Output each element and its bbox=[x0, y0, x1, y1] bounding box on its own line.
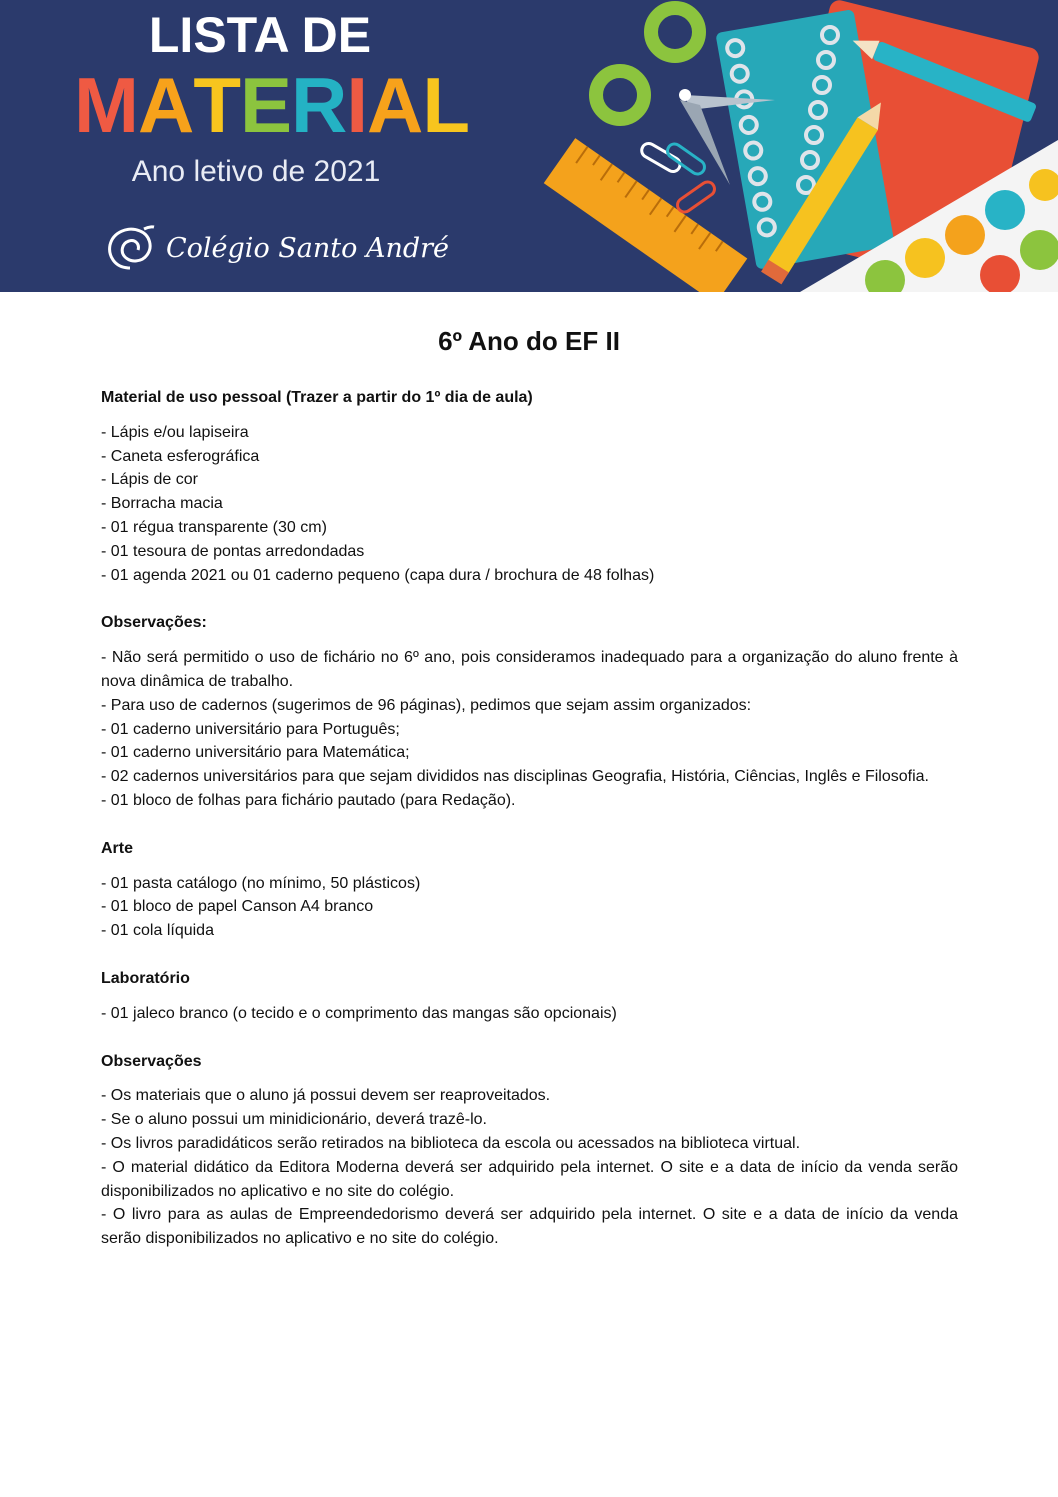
list-item: - 01 régua transparente (30 cm) bbox=[101, 518, 327, 536]
section-heading: Observações bbox=[101, 1052, 202, 1070]
banner-title-line2 bbox=[74, 60, 470, 151]
section-list bbox=[101, 646, 958, 813]
list-item: - Borracha macia bbox=[101, 495, 223, 513]
section-list bbox=[101, 1084, 958, 1251]
document-body bbox=[101, 386, 958, 1275]
list-item: - 01 pasta catálogo (no mínimo, 50 plásticos) bbox=[101, 874, 421, 892]
list-item: - Para uso de cadernos (sugerimos de 96 páginas), pedimos que sejam assim organizados: bbox=[101, 696, 752, 714]
list-item: - 02 cadernos universitários para que sejam divididos nas disciplinas Geografia, História, Ciências, Inglês e Filosofia. bbox=[101, 768, 929, 786]
banner-title-letter: A bbox=[137, 61, 194, 149]
list-item: - 01 bloco de folhas para fichário pautado (para Redação). bbox=[101, 791, 516, 809]
list-item: - 01 tesoura de pontas arredondadas bbox=[101, 542, 365, 560]
list-item: - O livro para as aulas de Empreendedorismo deverá ser adquirido pela internet. O site e a data de início da venda serão disponibilizados no aplicativo e no site do colégio. bbox=[101, 1206, 958, 1248]
list-item: - Não será permitido o uso de fichário no 6º ano, pois consideramos inadequado para a organização do aluno frente à nova dinâmica de trabalho. bbox=[101, 649, 958, 690]
list-item: - 01 cola líquida bbox=[101, 922, 214, 940]
swirl-logo-icon bbox=[104, 223, 156, 273]
section-list bbox=[101, 872, 958, 943]
list-item: - 01 bloco de papel Canson A4 branco bbox=[101, 898, 374, 916]
banner-title-letter: A bbox=[367, 61, 423, 149]
document-title: 6º Ano do EF II bbox=[438, 326, 620, 356]
list-item: - Se o aluno possui um minidicionário, deverá trazê-lo. bbox=[101, 1111, 487, 1129]
list-item: - Lápis e/ou lapiseira bbox=[101, 423, 249, 441]
banner-title-letter: M bbox=[74, 61, 138, 149]
section-heading: Laboratório bbox=[101, 969, 190, 987]
banner-title-letter: T bbox=[193, 61, 240, 149]
banner-title-letter: I bbox=[346, 61, 368, 149]
list-item: - Os materiais que o aluno já possui devem ser reaproveitados. bbox=[101, 1087, 551, 1105]
list-item: - O material didático da Editora Moderna deverá ser adquirido pela internet. O site e a data de início da venda serão disponibilizados no aplicativo e no site do colégio. bbox=[101, 1158, 958, 1200]
school-name: Colégio Santo André bbox=[166, 232, 450, 264]
banner-title-letter: E bbox=[239, 61, 292, 149]
section-list bbox=[101, 1002, 958, 1026]
header-banner bbox=[0, 0, 1058, 292]
list-item: - Caneta esferográfica bbox=[101, 447, 260, 465]
banner-title-line1: LISTA DE bbox=[148, 7, 372, 63]
section-heading: Material de uso pessoal (Trazer a partir do 1º dia de aula) bbox=[101, 389, 533, 406]
section-list bbox=[101, 421, 958, 588]
banner-title-letter: L bbox=[422, 61, 470, 149]
list-item: - 01 jaleco branco (o tecido e o comprimento das mangas são opcionais) bbox=[101, 1004, 617, 1022]
list-item: - 01 caderno universitário para Português; bbox=[101, 720, 400, 738]
list-item: - 01 caderno universitário para Matemática; bbox=[101, 744, 410, 762]
section-heading: Arte bbox=[101, 839, 134, 857]
banner-subtitle: Ano letivo de 2021 bbox=[131, 155, 381, 188]
list-item: - 01 agenda 2021 ou 01 caderno pequeno (capa dura / brochura de 48 folhas) bbox=[101, 566, 655, 584]
banner-title-letter: R bbox=[291, 61, 347, 149]
section-heading: Observações: bbox=[101, 614, 207, 632]
list-item: - Lápis de cor bbox=[101, 471, 198, 489]
school-brand bbox=[104, 220, 449, 276]
list-item: - Os livros paradidáticos serão retirados na biblioteca da escola ou acessados na biblioteca virtual. bbox=[101, 1134, 801, 1152]
